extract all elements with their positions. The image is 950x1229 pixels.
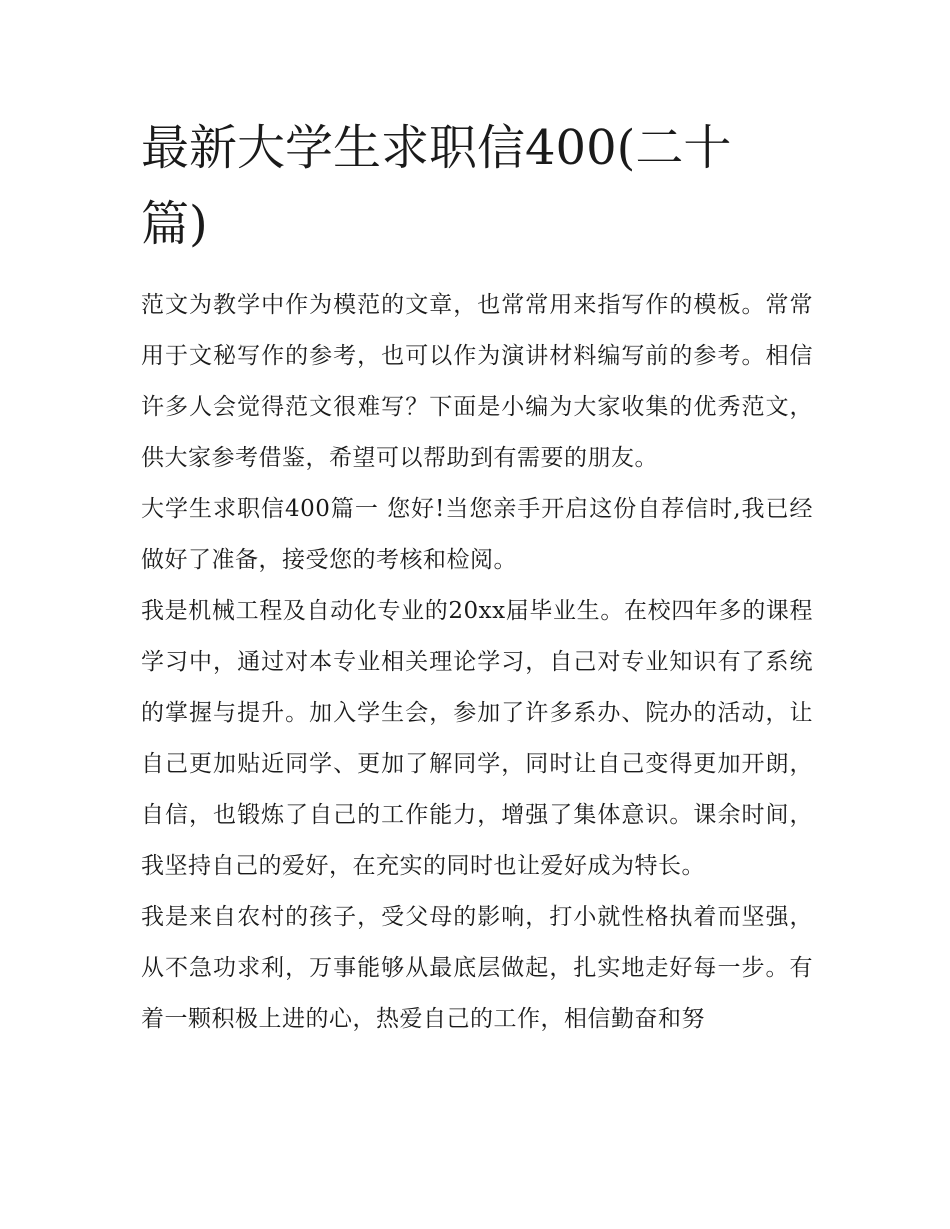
document-title: 最新大学生求职信400(二十篇) [141,120,732,252]
document-body [141,110,813,1045]
paragraph-education: 我是机械工程及自动化专业的20xx届毕业生。在校四年多的课程学习中，通过对本专业相关理论学习，自己对专业知识有了系统的掌握与提升。加入学生会，参加了许多系办、院办的活动，让自己更加贴近同学、更加了解同学，同时让自己变得更加开朗，自信，也锻炼了自己的工作能力，增强了集体意识。课余时间，我坚持自己的爱好，在充实的同时也让爱好成为特长。 [141,598,813,879]
paragraph-background: 我是来自农村的孩子，受父母的影响，打小就性格执着而坚强，从不急功求利，万事能够从最底层做起，扎实地走好每一步。有着一颗积极上进的心，热爱自己的工作，相信勤奋和努 [141,904,813,1032]
paragraph-greeting: 大学生求职信400篇一 您好!当您亲手开启这份自荐信时,我已经做好了准备，接受您的考核和检阅。 [141,496,813,573]
paragraph-intro: 范文为教学中作为模范的文章，也常常用来指写作的模板。常常用于文秘写作的参考，也可以作为演讲材料编写前的参考。相信许多人会觉得范文很难写？下面是小编为大家收集的优秀范文，供大家参考借鉴，希望可以帮助到有需要的朋友。 [141,292,813,471]
